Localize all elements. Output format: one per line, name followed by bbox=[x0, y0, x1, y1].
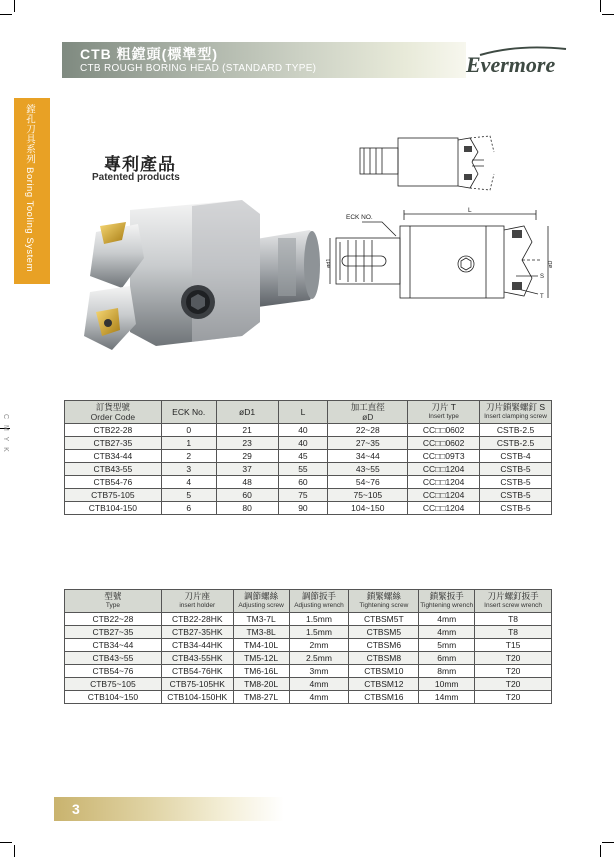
crop-mark bbox=[602, 14, 614, 15]
table-cell: CC□□1204 bbox=[408, 463, 480, 476]
table-cell: T15 bbox=[475, 639, 552, 652]
table-cell: 37 bbox=[216, 463, 278, 476]
table-cell: CTBSM12 bbox=[349, 678, 419, 691]
table-cell: T8 bbox=[475, 626, 552, 639]
table-cell: CSTB-5 bbox=[480, 463, 552, 476]
table-cell: CTB54~76 bbox=[65, 665, 162, 678]
table-cell: 80 bbox=[216, 502, 278, 515]
table-cell: CSTB-4 bbox=[480, 450, 552, 463]
table-cell: T20 bbox=[475, 691, 552, 704]
table-cell: CTB75-105 bbox=[65, 489, 162, 502]
table-cell: 48 bbox=[216, 476, 278, 489]
table-cell: 1.5mm bbox=[289, 626, 349, 639]
col-header: 刀片鎖緊螺釘 S Insert clamping screw bbox=[480, 401, 552, 424]
table-row bbox=[65, 613, 552, 626]
dim-d-label: øD bbox=[548, 260, 554, 268]
table-cell: CSTB-5 bbox=[480, 502, 552, 515]
crop-mark bbox=[0, 842, 12, 843]
table-cell: CC□□1204 bbox=[408, 476, 480, 489]
table-cell: CTB43-55HK bbox=[161, 652, 233, 665]
table-cell: TM8-27L bbox=[233, 691, 289, 704]
col-header: L bbox=[278, 401, 328, 424]
table-cell: 27~35 bbox=[328, 437, 408, 450]
table-cell: CTB54-76 bbox=[65, 476, 162, 489]
boring-head-photo bbox=[82, 196, 322, 376]
side-view-drawing bbox=[326, 206, 556, 316]
table-row bbox=[65, 639, 552, 652]
table-cell: CTB54-76HK bbox=[161, 665, 233, 678]
table-cell: 2 bbox=[161, 450, 216, 463]
col-header: øD1 bbox=[216, 401, 278, 424]
dim-d1-label: ød1 bbox=[326, 258, 332, 268]
table-cell: 22~28 bbox=[328, 424, 408, 437]
table-cell: 90 bbox=[278, 502, 328, 515]
table-cell: CTB22-28 bbox=[65, 424, 162, 437]
patent-title-cn: 專利產品 bbox=[104, 155, 176, 174]
table-row bbox=[65, 678, 552, 691]
table-cell: 23 bbox=[216, 437, 278, 450]
table-row bbox=[65, 463, 552, 476]
col-header: 加工直徑 øD bbox=[328, 401, 408, 424]
table-cell: TM3-7L bbox=[233, 613, 289, 626]
table-cell: CTB75~105 bbox=[65, 678, 162, 691]
table-cell: CTB34-44HK bbox=[161, 639, 233, 652]
table-cell: 55 bbox=[278, 463, 328, 476]
cmyk-marks: C M Y K bbox=[2, 414, 9, 454]
table-row bbox=[65, 691, 552, 704]
col-header: 刀片 T Insert type bbox=[408, 401, 480, 424]
table-cell: 104~150 bbox=[328, 502, 408, 515]
table-cell: CTB104-150 bbox=[65, 502, 162, 515]
crop-mark bbox=[14, 845, 15, 857]
page-title-cn: CTB 粗鏜頭(標準型) bbox=[80, 46, 218, 62]
table-cell: 4mm bbox=[289, 678, 349, 691]
table-cell: 4mm bbox=[289, 691, 349, 704]
footer-band bbox=[54, 797, 284, 821]
table-cell: CC□□1204 bbox=[408, 489, 480, 502]
table-cell: CTB27-35HK bbox=[161, 626, 233, 639]
table-cell: CSTB-5 bbox=[480, 476, 552, 489]
table-cell: TM6-16L bbox=[233, 665, 289, 678]
table-cell: CTB75-105HK bbox=[161, 678, 233, 691]
table-cell: TM8-20L bbox=[233, 678, 289, 691]
crop-mark bbox=[600, 845, 601, 857]
table-cell: 2mm bbox=[289, 639, 349, 652]
table-cell: 5 bbox=[161, 489, 216, 502]
table-cell: CTBSM5 bbox=[349, 626, 419, 639]
page-number: 3 bbox=[72, 801, 80, 817]
side-tab-label: 鏜孔刀具系列 Boring Tooling System bbox=[24, 104, 35, 272]
table-row bbox=[65, 665, 552, 678]
table-cell: 14mm bbox=[419, 691, 475, 704]
table-cell: 34~44 bbox=[328, 450, 408, 463]
table-cell: 75 bbox=[278, 489, 328, 502]
table-cell: 60 bbox=[216, 489, 278, 502]
table-cell: 75~105 bbox=[328, 489, 408, 502]
table-cell: CC□□0602 bbox=[408, 424, 480, 437]
col-header: 鎖緊螺絲 Tightening screw bbox=[349, 590, 419, 613]
table-cell: CTB34~44 bbox=[65, 639, 162, 652]
table-cell: CTB22~28 bbox=[65, 613, 162, 626]
table-cell: CSTB-2.5 bbox=[480, 437, 552, 450]
crop-mark bbox=[602, 842, 614, 843]
table-cell: 10mm bbox=[419, 678, 475, 691]
table-row bbox=[65, 476, 552, 489]
table-row bbox=[65, 626, 552, 639]
table-cell: CTBSM16 bbox=[349, 691, 419, 704]
table-cell: CTB43~55 bbox=[65, 652, 162, 665]
table-row bbox=[65, 424, 552, 437]
table-header-row bbox=[65, 401, 552, 424]
col-header: 鎖緊扳手 Tightening wrench bbox=[419, 590, 475, 613]
table-cell: 2.5mm bbox=[289, 652, 349, 665]
table-row bbox=[65, 489, 552, 502]
table-cell: 54~76 bbox=[328, 476, 408, 489]
table-cell: CC□□1204 bbox=[408, 502, 480, 515]
table-cell: 1 bbox=[161, 437, 216, 450]
table-cell: CTB104~150 bbox=[65, 691, 162, 704]
table-cell: 3mm bbox=[289, 665, 349, 678]
table-cell: 1.5mm bbox=[289, 613, 349, 626]
col-header: ECK No. bbox=[161, 401, 216, 424]
table-cell: TM5-12L bbox=[233, 652, 289, 665]
table-cell: 6 bbox=[161, 502, 216, 515]
col-header: 刀片座 insert holder bbox=[161, 590, 233, 613]
col-header: 調節螺絲 Adjusting screw bbox=[233, 590, 289, 613]
table-row bbox=[65, 450, 552, 463]
table-cell: T20 bbox=[475, 678, 552, 691]
table-cell: 8mm bbox=[419, 665, 475, 678]
col-header: 刀片螺釘扳手 Insert screw wrench bbox=[475, 590, 552, 613]
table-cell: T20 bbox=[475, 652, 552, 665]
crop-mark bbox=[0, 14, 12, 15]
eck-label: ECK NO. bbox=[346, 214, 373, 221]
dim-t-label: T bbox=[540, 294, 544, 300]
table-cell: CC□□0602 bbox=[408, 437, 480, 450]
table-cell: TM4-10L bbox=[233, 639, 289, 652]
dim-s-label: S bbox=[540, 274, 545, 280]
table-cell: CTB27~35 bbox=[65, 626, 162, 639]
table-cell: 0 bbox=[161, 424, 216, 437]
table-cell: CTBSM5T bbox=[349, 613, 419, 626]
table-cell: CTB104-150HK bbox=[161, 691, 233, 704]
crop-mark bbox=[14, 0, 15, 12]
table-cell: 40 bbox=[278, 424, 328, 437]
table-cell: 40 bbox=[278, 437, 328, 450]
order-code-table bbox=[64, 400, 552, 515]
dim-l-label: L bbox=[468, 207, 472, 214]
table-cell: 43~55 bbox=[328, 463, 408, 476]
table-cell: CSTB-2.5 bbox=[480, 424, 552, 437]
table-cell: 6mm bbox=[419, 652, 475, 665]
table-cell: CTB34-44 bbox=[65, 450, 162, 463]
accessories-table bbox=[64, 589, 552, 704]
brand-logo: Evermore bbox=[466, 52, 556, 77]
table-row bbox=[65, 502, 552, 515]
table-cell: CC□□09T3 bbox=[408, 450, 480, 463]
table-cell: 60 bbox=[278, 476, 328, 489]
table-cell: CTBSM6 bbox=[349, 639, 419, 652]
table-cell: 3 bbox=[161, 463, 216, 476]
crop-mark bbox=[600, 0, 601, 12]
table-cell: TM3-8L bbox=[233, 626, 289, 639]
table-cell: CSTB-5 bbox=[480, 489, 552, 502]
patent-title-en: Patented products bbox=[92, 172, 180, 183]
table-cell: 4mm bbox=[419, 626, 475, 639]
table-cell: CTB43-55 bbox=[65, 463, 162, 476]
table-cell: 4mm bbox=[419, 613, 475, 626]
table-cell: 29 bbox=[216, 450, 278, 463]
col-header: 型號 Type bbox=[65, 590, 162, 613]
table-cell: 45 bbox=[278, 450, 328, 463]
table-cell: T8 bbox=[475, 613, 552, 626]
page-title-en: CTB ROUGH BORING HEAD (STANDARD TYPE) bbox=[80, 63, 317, 74]
table-cell: 4 bbox=[161, 476, 216, 489]
top-view-drawing bbox=[352, 130, 502, 200]
table-cell: 21 bbox=[216, 424, 278, 437]
table-row bbox=[65, 437, 552, 450]
table-header-row bbox=[65, 590, 552, 613]
table-cell: CTB22-28HK bbox=[161, 613, 233, 626]
table-cell: CTB27-35 bbox=[65, 437, 162, 450]
table-cell: 5mm bbox=[419, 639, 475, 652]
col-header: 調節扳手 Adjusting wrench bbox=[289, 590, 349, 613]
table-cell: CTBSM8 bbox=[349, 652, 419, 665]
table-cell: T20 bbox=[475, 665, 552, 678]
col-header: 訂貨型號 Order Code bbox=[65, 401, 162, 424]
table-cell: CTBSM10 bbox=[349, 665, 419, 678]
table-row bbox=[65, 652, 552, 665]
